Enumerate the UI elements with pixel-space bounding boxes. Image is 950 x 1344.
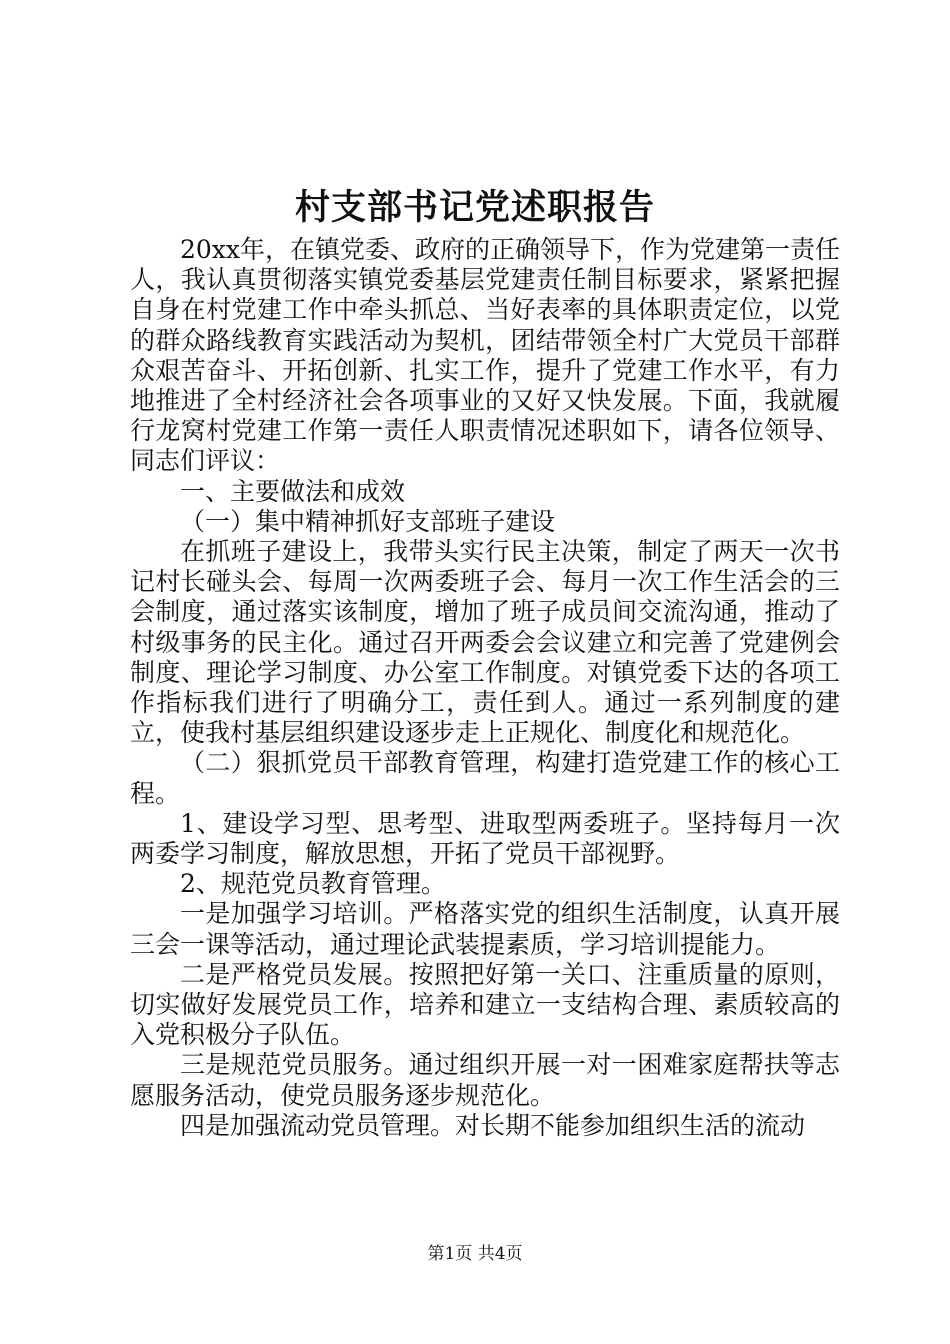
paragraph-point-4: 四是加强流动党员管理。对长期不能参加组织生活的流动: [180, 1110, 806, 1140]
paragraph-team-building: 在抓班子建设上，我带头实行民主决策，制定了两天一次书记村长碰头会、每周一次两委班子会、每月一次工作生活会的三会制度，通过落实该制度，增加了班子成员间交流沟通，推动了村级事务的民主化。通过召开两委会会议建立和完善了党建例会制度、理论学习制度、办公室工作制度。对镇党委下达的各项工作指标我们进行了明确分工，责任到人。通过一系列制度的建立，使我村基层组织建设逐步走上正规化、制度化和规范化。: [130, 537, 840, 748]
paragraph-point-3: 三是规范党员服务。通过组织开展一对一困难家庭帮扶等志愿服务活动，使党员服务逐步规范化。: [130, 1050, 840, 1110]
subsection-heading-1: （一）集中精神抓好支部班子建设: [180, 506, 556, 536]
document-body: [130, 235, 840, 1141]
list-item-2: 2、规范党员教育管理。: [180, 869, 446, 899]
subsection-heading-2: （二）狠抓党员干部教育管理，构建打造党建工作的核心工程。: [130, 748, 840, 808]
list-item-1: 1、建设学习型、思考型、进取型两委班子。坚持每月一次两委学习制度，解放思想，开拓了党员干部视野。: [130, 808, 840, 869]
page-title: 村支部书记党述职报告: [294, 187, 655, 228]
paragraph-point-2: 二是严格党员发展。按照把好第一关口、注重质量的原则，切实做好发展党员工作，培养和建立一支结构合理、素质较高的入党积极分子队伍。: [130, 959, 840, 1050]
paragraph-point-1: 一是加强学习培训。严格落实党的组织生活制度，认真开展三会一课等活动，通过理论武装提素质，学习培训提能力。: [130, 899, 840, 959]
section-heading-1: 一、主要做法和成效: [180, 476, 406, 506]
page-footer: 第1页 共4页: [427, 1244, 523, 1264]
paragraph-intro: 20xx年，在镇党委、政府的正确领导下，作为党建第一责任人，我认真贯彻落实镇党委基层党建责任制目标要求，紧紧把握自身在村党建工作中牵头抓总、当好表率的具体职责定位，以党的群众路线教育实践活动为契机，团结带领全村广大党员干部群众艰苦奋斗、开拓创新、扎实工作，提升了党建工作水平，有力地推进了全村经济社会各项事业的又好又快发展。下面，我就履行龙窝村党建工作第一责任人职责情况述职如下，请各位领导、同志们评议：: [130, 235, 841, 476]
